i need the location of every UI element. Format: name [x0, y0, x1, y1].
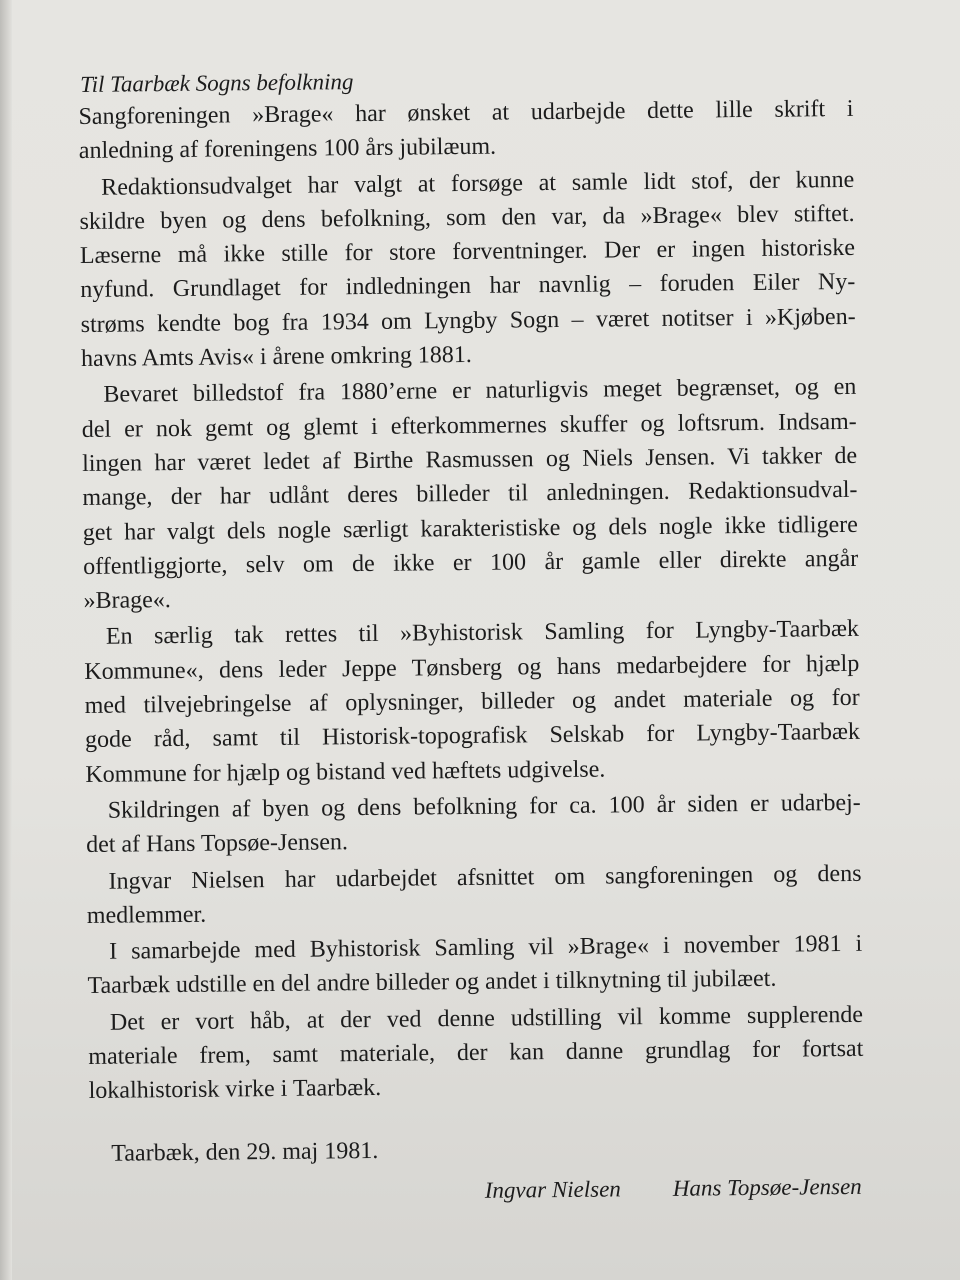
text-line: Redaktionsudvalget har valgt at forsøge at samle lidt stof, der kunne: [101, 166, 855, 201]
paragraph: [78, 92, 859, 169]
text-line: det af Hans Topsøe-Jensen.: [85, 829, 349, 859]
text-line: Skildringen af byen og dens befolkning for ca. 100 år siden er udarbej-: [107, 789, 861, 824]
text-line: I samarbejde med Byhistorisk Samling vil »Brage« i november 1981 i: [109, 930, 863, 965]
body-text: [78, 92, 869, 1109]
text-line: get har valgt dels nogle særligt karakteristiske og dels nogle ikke tidligere: [82, 511, 858, 546]
text-line: del er nok gemt og glemt i efterkommernes skuffer og loftsrum. Indsam-: [81, 408, 857, 443]
page-title: Til Taarbæk Sogns befolkning: [80, 69, 354, 97]
signature-1: Ingvar Nielsen: [484, 1175, 621, 1203]
text-line: Taarbæk udstille en del andre billeder og andet i tilknytning til jubilæet.: [87, 966, 777, 1000]
text-line: nyfund. Grundlaget for indledningen har navnlig – foruden Eiler Ny-: [80, 269, 856, 304]
text-line: gode råd, samt til Historisk-topografisk Selskab for Lyngby-Taarbæk: [84, 719, 861, 754]
text-line: medlemmer.: [86, 901, 207, 929]
text-line: strøms kendte bog fra 1934 om Lyngby Sogn – været notitser i »Kjøben-: [80, 303, 856, 338]
text-line: Det er vort håb, at der ved denne udstilling vil komme supplerende: [109, 1001, 864, 1036]
paragraph: [79, 162, 861, 376]
text-line: lingen har været ledet af Birthe Rasmussen og Niels Jensen. Vi takker de: [81, 442, 858, 477]
text-line: Læserne må ikke stille for store forventninger. Der er ingen historiske: [79, 235, 856, 270]
text-line: materiale frem, samt materiale, der kan danne grundlag for fortsat: [88, 1035, 864, 1070]
text-line: anledning af foreningens 100 års jubilæum.: [78, 133, 497, 165]
text-line: En særlig tak rettes til »Byhistorisk Samling for Lyngby-Taarbæk: [105, 616, 860, 651]
book-edge: [0, 0, 12, 1280]
text-line: Ingvar Nielsen har udarbejdet afsnittet om sangforeningen og dens: [108, 860, 862, 895]
date-line: Taarbæk, den 29. maj 1981.: [111, 1137, 379, 1167]
signature-2: Hans Topsøe-Jensen: [672, 1173, 862, 1201]
text-line: havns Amts Avis« i årene omkring 1881.: [80, 341, 473, 373]
paragraph: [88, 997, 869, 1108]
document-page: [78, 62, 870, 1208]
text-line: »Brage«.: [83, 587, 172, 615]
text-line: Kommune«, dens leder Jeppe Tønsberg og hans medarbejdere for hjælp: [84, 650, 860, 685]
text-line: Kommune for hjælp og bistand ved hæftets udgivelse.: [85, 756, 606, 788]
paragraph: [81, 370, 863, 618]
text-line: lokalhistorisk virke i Taarbæk.: [88, 1075, 382, 1105]
text-line: med tilvejebringelse af oplysninger, billeder og andet materiale og for: [84, 684, 860, 720]
paragraph: [84, 612, 866, 792]
text-line: Sangforeningen »Brage« har ønsket at udarbejde dette lille skrift i: [78, 95, 854, 130]
text-line: offentliggjorte, selv om de ikke er 100 år gamle eller direkte angår: [83, 545, 859, 580]
signatures: [90, 1173, 870, 1207]
paragraph: [87, 927, 868, 1004]
text-line: Bevaret billedstof fra 1880’erne er naturligvis meget begrænset, og en: [103, 374, 857, 409]
text-line: mange, der har udlånt deres billeder til anledningen. Redaktionsudval-: [82, 477, 858, 512]
paragraph: [86, 856, 867, 933]
paragraph: [86, 786, 867, 863]
text-line: skildre byen og dens befolkning, som den var, da »Brage« blev stiftet.: [79, 200, 855, 235]
